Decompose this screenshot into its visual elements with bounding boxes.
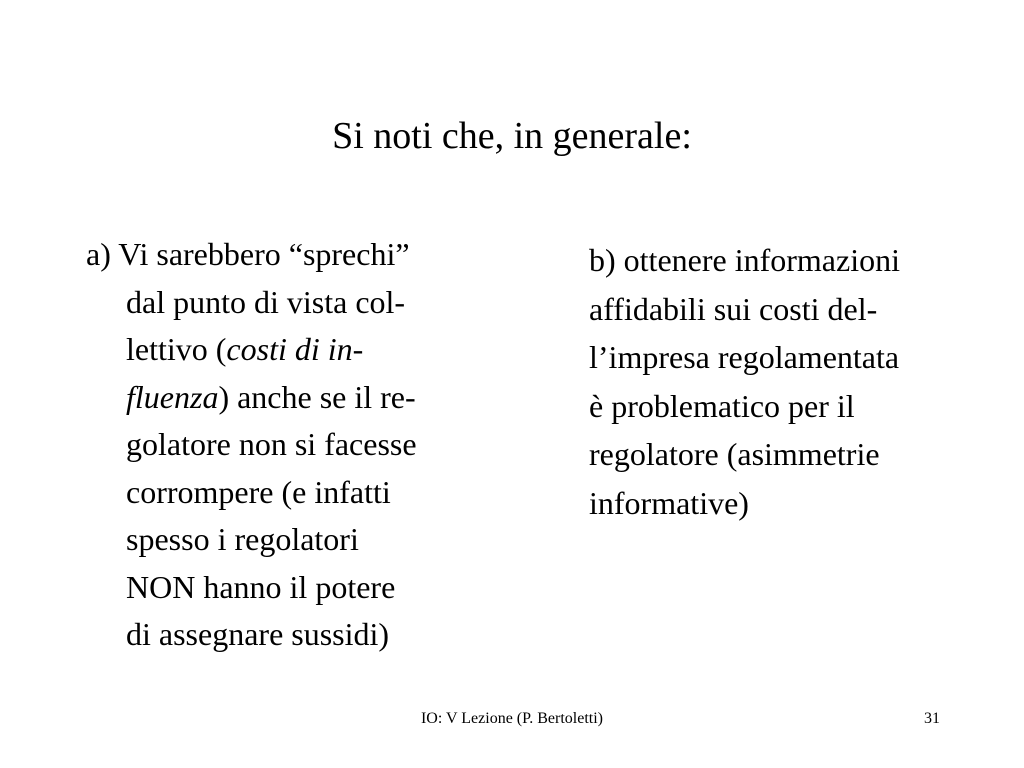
right-line-1: b) ottenere informazioni [589,242,900,278]
left-line-3-italic: costi di in- [226,331,364,367]
left-line-5: golatore non si facesse [126,426,417,462]
left-line-4-italic: fluenza [126,378,219,415]
left-line-3-text: lettivo ( [126,331,227,367]
left-line-7: spesso i regolatori [126,521,359,557]
right-column-text [589,236,1009,527]
right-line-3: l’impresa regolamentata [589,339,900,375]
footer-page-number: 31 [924,710,940,727]
left-line-4-text: ) anche se il re- [218,378,416,415]
footer-lecture-label: IO: V Lezione (P. Bertoletti) [420,710,604,727]
left-column-text [86,231,506,659]
left-line-3 [86,326,506,374]
left-line-9: di assegnare sussidi) [126,616,390,652]
right-line-2: affidabili sui costi del- [589,290,878,327]
left-line-1: a) Vi sarebbero “sprechi” [86,236,410,272]
left-line-4 [86,374,506,422]
left-line-6: corrompere (e infatti [126,473,391,510]
right-line-5: regolatore (asimmetrie [589,436,880,472]
right-line-6: informative) [589,484,749,521]
slide-title: Si noti che, in generale: [332,115,692,157]
left-line-2: dal punto di vista col- [126,283,406,320]
right-line-4: è problematico per il [589,387,855,424]
left-line-8: NON hanno il potere [126,568,396,605]
